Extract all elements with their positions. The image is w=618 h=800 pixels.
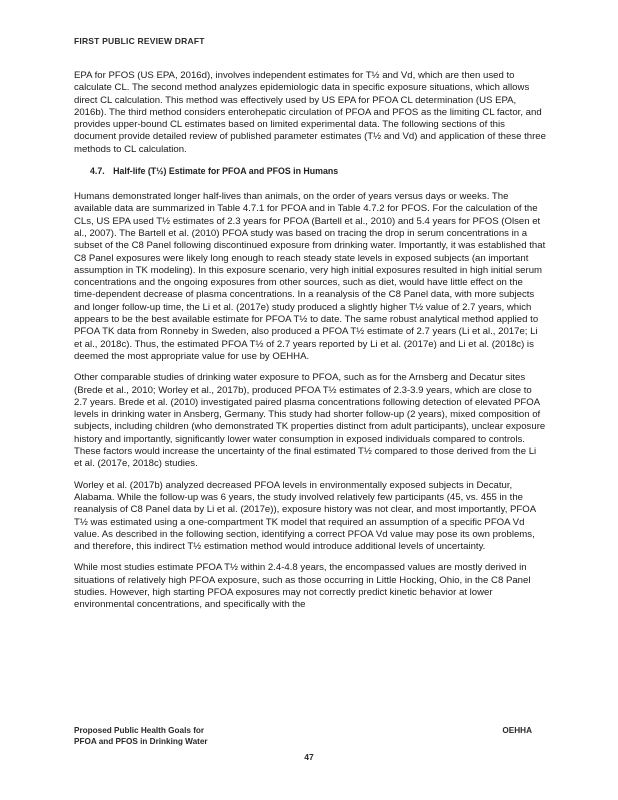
section-title: Half-life (T½) Estimate for PFOA and PFOS in Humans [113, 166, 339, 177]
paragraph-methods: EPA for PFOS (US EPA, 2016d), involves independent estimates for T½ and Vd, which are then used to calculate CL. The second method analyzes epidemiologic data in specific exposure situations, which allows direct CL calculation. This method was effectively used by US EPA for PFOA CL determination (US EPA, 2016b). The third method considers enterohepatic circulation of PFOA and PFOS as the limiting CL factor, and provides upper-bound CL estimates based on limited experimental data. The following sections of this document provide detailed review of published parameter estimates (T½ and Vd) and application of these three methods to CL calculation. [74, 70, 546, 155]
footer-title-line2: PFOA and PFOS in Drinking Water [74, 737, 208, 746]
footer-title-line1: Proposed Public Health Goals for [74, 726, 205, 735]
paragraph-humans: Humans demonstrated longer half-lives than animals, on the order of years versus days or weeks. The available data are summarized in Table 4.7.1 for PFOA and in Table 4.7.2 for PFOS. For the calculation of the CLs, US EPA used T½ estimates of 2.3 years for PFOA (Bartell et al., 2010) and 5.4 years for PFOS (Olsen et al., 2007). The Bartell et al. (2010) PFOA study was based on tracing the drop in serum concentrations in a subset of the C8 Panel following discontinued exposure from drinking water. Importantly, it was established that C8 Panel exposures were likely long enough to reach steady state levels in exposed subjects (an important assumption in TK modeling). In this exposure scenario, very high initial exposures resulted in high initial serum concentrations and the ongoing exposures from other sources, such as diet, would have little effect on the time-dependent decrease of plasma concentrations. In a reanalysis of the C8 Panel data, with more subjects and longer follow-up time, the Li et al. (2017e) study produced a slightly higher T½ value of 2.7 years, which appears to be the best available estimate for PFOA T½ to date. The same robust analytical method applied to PFOA TK data from Ronneby in Sweden, also produced a PFOA T½ estimate of 2.7 years (Li et al., 2017e; Li et al., 2018c). Thus, the estimated PFOA T½ of 2.7 years reported by Li et al. (2017e) and Li et al. (2018c) is deemed the most appropriate value for use by OEHHA. [74, 191, 546, 362]
page-number: 47 [304, 752, 314, 762]
paragraph-most-studies: While most studies estimate PFOA T½ within 2.4-4.8 years, the encompassed values are mostly derived in situations of relatively high PFOA exposure, such as those occurring in Little Hocking, Ohio, in the C8 Panel studies. However, high starting PFOA exposures may not correctly predict kinetic behavior at lower environmental concentrations, and specifically with the [74, 562, 531, 611]
paragraph-comparable-studies: Other comparable studies of drinking water exposure to PFOA, such as for the Arnsberg and Decatur sites (Brede et al., 2010; Worley et al., 2017b), produced PFOA T½ estimates of 2.3-3.9 years, which are close to 2.7 years. Brede et al. (2010) investigated paired plasma concentrations following detection of elevated PFOA levels in drinking water in Ansberg, Germany. This study had shorter follow-up (2 years), mixed composition of subjects, including children (who demonstrated TK properties distinct from adult participants), unclear exposure history and importantly, significantly lower water consumption in exposed individuals compared to controls. These factors would increase the uncertainty of the final estimated T½ compared to those derived from the Li et al. (2017e, 2018c) studies. [74, 372, 546, 470]
section-number: 4.7. [90, 166, 105, 177]
section-heading [90, 165, 546, 177]
footer-agency: OEHHA [502, 726, 532, 735]
paragraph-worley: Worley et al. (2017b) analyzed decreased PFOA levels in environmentally exposed subjects in Decatur, Alabama. While the follow-up was 6 years, the study involved relatively few participants (45, vs. 455 in the reanalysis of C8 Panel data by Li et al. (2017e)), exposure history was not clear, and most importantly, PFOA T½ was estimated using a one-compartment TK model that required an assumption of a specific PFOA Vd value. As described in the following section, identifying a correct PFOA Vd value may pose its own problems, and therefore, this indirect T½ estimation method would introduce additional levels of uncertainty. [74, 479, 536, 553]
draft-header: FIRST PUBLIC REVIEW DRAFT [74, 36, 205, 46]
document-body [74, 70, 546, 621]
page-footer [74, 725, 546, 747]
